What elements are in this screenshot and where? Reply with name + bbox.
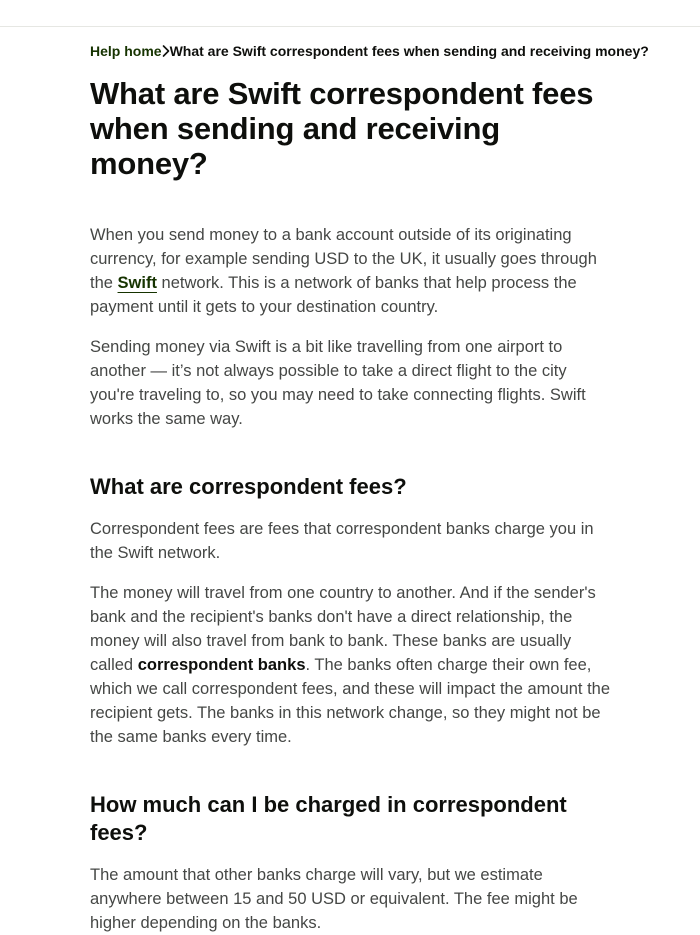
- section1-text-before-bold: The money will travel from one country to another. And if the sender's bank and the recipient's banks don't have a direct relationship, the money will also travel from bank to bank. These banks are usually called: [90, 584, 596, 674]
- section-heading-how-much-charged: How much can I be charged in correspondent fees?: [90, 792, 567, 845]
- help-article: [90, 40, 649, 935]
- intro-text-after-link: network. This is a network of banks that help process the payment until it gets to your destination country.: [90, 274, 577, 316]
- section-heading-correspondent-fees: What are correspondent fees?: [90, 474, 407, 499]
- section1-paragraph-2: [90, 581, 615, 749]
- intro-paragraph-1: [90, 223, 615, 319]
- correspondent-banks-term: correspondent banks: [137, 656, 306, 674]
- section1-text-after-bold: . The banks often charge their own fee, which we call correspondent fees, and these will impact the amount the recipient gets. The banks in this network change, so they might not be the same banks every time.: [90, 656, 611, 746]
- swift-link[interactable]: Swift: [117, 274, 157, 292]
- intro-text-before-link: When you send money to a bank account outside of its originating currency, for example sending USD to the UK, it usually goes through the: [90, 226, 597, 292]
- chevron-right-icon: [162, 40, 170, 62]
- breadcrumb: [90, 40, 649, 62]
- intro-paragraph-2: Sending money via Swift is a bit like travelling from one airport to another — it’s not always possible to take a direct flight to the city you're traveling to, so you may need to take connecting flights. Swift works the same way.: [90, 338, 586, 428]
- breadcrumb-current-page: What are Swift correspondent fees when sending and receiving money?: [169, 43, 649, 59]
- header-divider: [0, 26, 700, 27]
- section1-paragraph-1: Correspondent fees are fees that correspondent banks charge you in the Swift network.: [90, 520, 594, 562]
- article-title: What are Swift correspondent fees when sending and receiving money?: [90, 76, 594, 181]
- section2-paragraph-1: The amount that other banks charge will vary, but we estimate anywhere between 15 and 50 USD or equivalent. The fee might be higher depending on the banks.: [90, 866, 578, 932]
- breadcrumb-home-link[interactable]: Help home: [90, 43, 162, 59]
